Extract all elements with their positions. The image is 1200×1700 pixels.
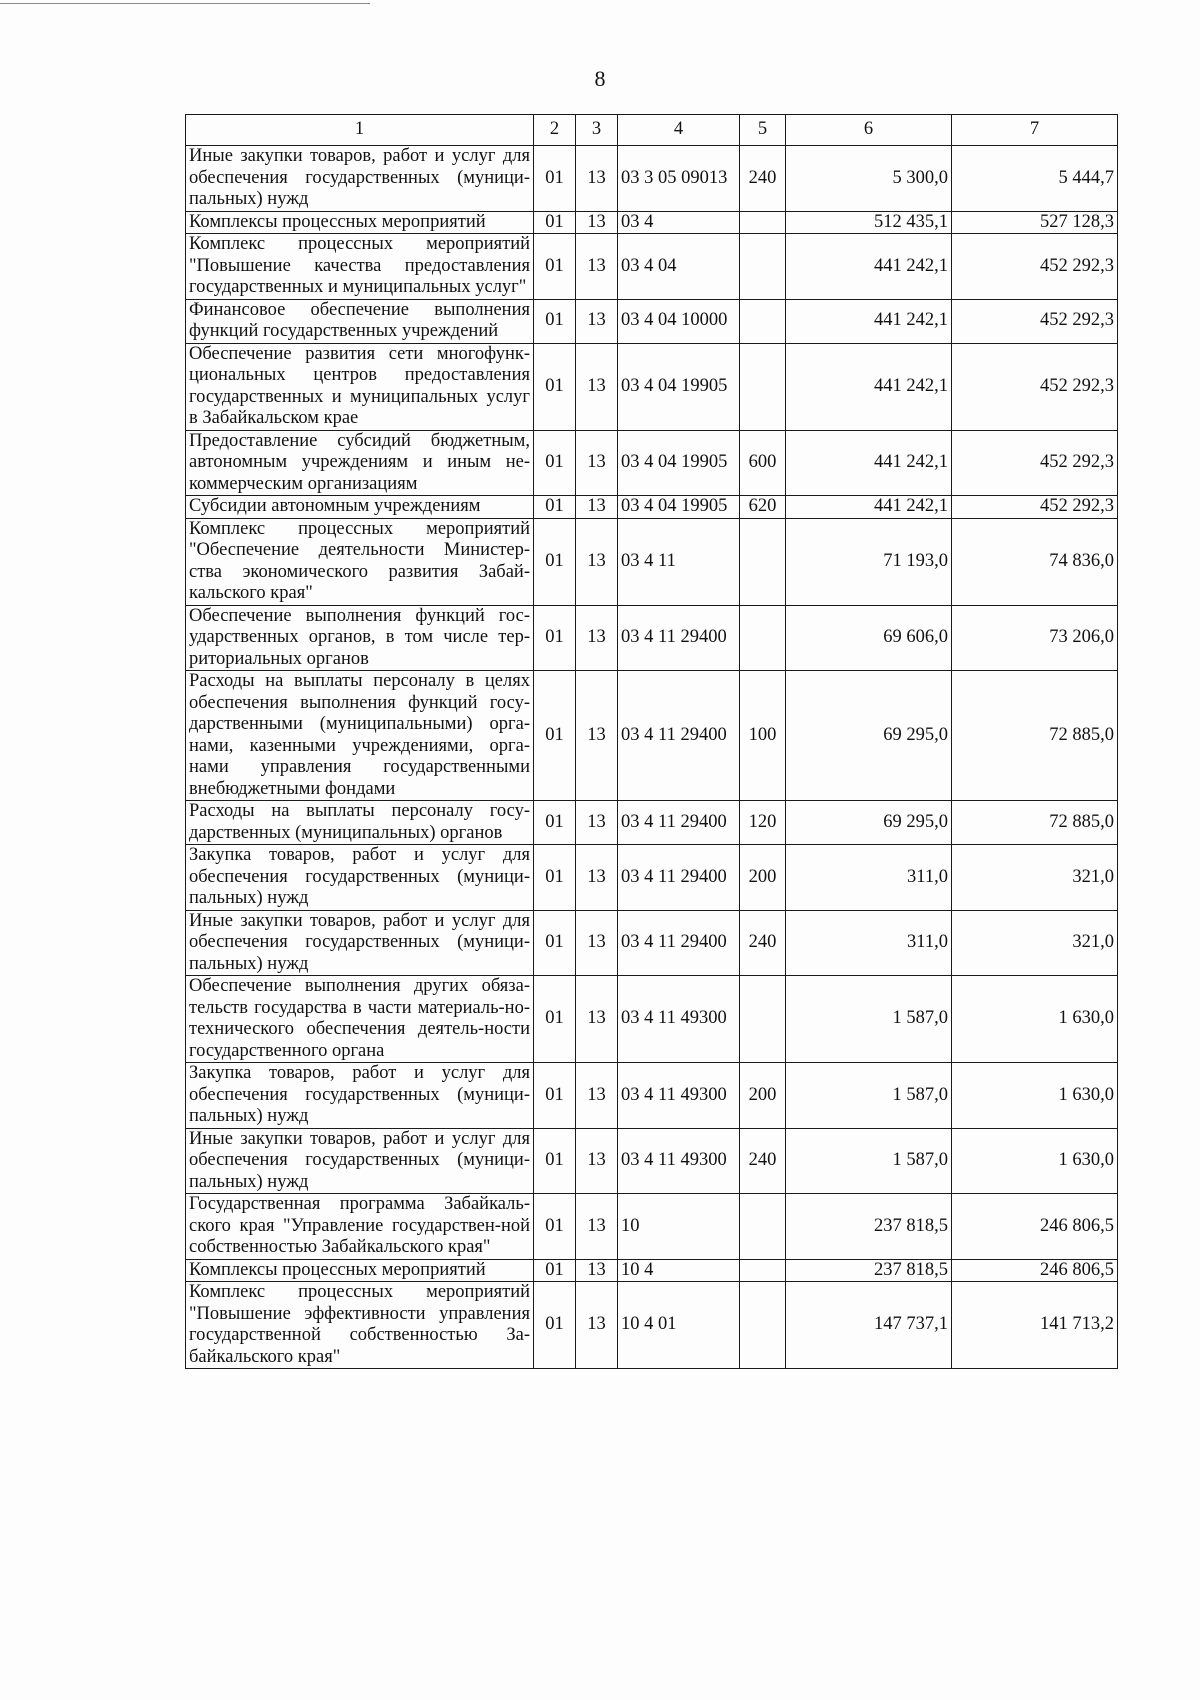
table-row <box>186 299 1118 343</box>
expense-type-code <box>740 234 786 300</box>
amount-year-1: 69 606,0 <box>786 605 952 671</box>
subsection-code: 13 <box>576 518 618 605</box>
subsection-code: 13 <box>576 910 618 976</box>
row-name: Комплексы процессных мероприятий <box>186 1259 534 1282</box>
subsection-code: 13 <box>576 299 618 343</box>
target-article-code: 03 4 04 19905 <box>618 343 740 430</box>
subsection-code: 13 <box>576 801 618 845</box>
section-code: 01 <box>534 910 576 976</box>
subsection-code: 13 <box>576 343 618 430</box>
expense-type-code <box>740 1259 786 1282</box>
table-row <box>186 845 1118 911</box>
section-code: 01 <box>534 976 576 1063</box>
amount-year-1: 1 587,0 <box>786 976 952 1063</box>
table-row <box>186 910 1118 976</box>
target-article-code: 03 3 05 09013 <box>618 146 740 212</box>
table-row <box>186 146 1118 212</box>
expense-type-code: 240 <box>740 910 786 976</box>
table-body <box>186 146 1118 1369</box>
table-row <box>186 343 1118 430</box>
amount-year-2: 452 292,3 <box>952 496 1118 519</box>
expense-type-code: 200 <box>740 845 786 911</box>
row-name: Закупка товаров, работ и услуг для обеспечения государственных (муници-пальных) нужд <box>186 845 534 911</box>
row-name: Комплекс процессных мероприятий "Повышение качества предоставления государственных и муниципальных услуг" <box>186 234 534 300</box>
table-row <box>186 976 1118 1063</box>
row-name: Обеспечение выполнения других обяза-тельств государства в части материаль-но-технического обеспечения деятель-ности государственного органа <box>186 976 534 1063</box>
header-row <box>186 115 1118 146</box>
target-article-code: 10 4 <box>618 1259 740 1282</box>
expense-type-code <box>740 1282 786 1369</box>
expense-type-code <box>740 343 786 430</box>
section-code: 01 <box>534 211 576 234</box>
amount-year-1: 69 295,0 <box>786 671 952 801</box>
row-name: Расходы на выплаты персоналу госу-дарственных (муниципальных) органов <box>186 801 534 845</box>
header-col-2: 2 <box>534 115 576 146</box>
amount-year-2: 1 630,0 <box>952 1063 1118 1129</box>
subsection-code: 13 <box>576 845 618 911</box>
row-name: Расходы на выплаты персоналу в целях обеспечения выполнения функций госу-дарственными (муниципальными) орга-нами, казенными учреждениями, орга-нами управления государственными внебюджетными фондами <box>186 671 534 801</box>
amount-year-1: 441 242,1 <box>786 430 952 496</box>
header-col-6: 6 <box>786 115 952 146</box>
section-code: 01 <box>534 1259 576 1282</box>
expense-type-code <box>740 518 786 605</box>
table-row <box>186 1282 1118 1369</box>
amount-year-2: 321,0 <box>952 910 1118 976</box>
row-name: Закупка товаров, работ и услуг для обеспечения государственных (муници-пальных) нужд <box>186 1063 534 1129</box>
amount-year-1: 441 242,1 <box>786 343 952 430</box>
section-code: 01 <box>534 1063 576 1129</box>
amount-year-1: 441 242,1 <box>786 496 952 519</box>
table-row <box>186 234 1118 300</box>
amount-year-1: 237 818,5 <box>786 1259 952 1282</box>
expense-type-code: 620 <box>740 496 786 519</box>
subsection-code: 13 <box>576 234 618 300</box>
amount-year-2: 321,0 <box>952 845 1118 911</box>
amount-year-1: 71 193,0 <box>786 518 952 605</box>
amount-year-2: 246 806,5 <box>952 1259 1118 1282</box>
target-article-code: 03 4 <box>618 211 740 234</box>
expense-type-code <box>740 299 786 343</box>
section-code: 01 <box>534 605 576 671</box>
section-code: 01 <box>534 1282 576 1369</box>
section-code: 01 <box>534 146 576 212</box>
amount-year-2: 527 128,3 <box>952 211 1118 234</box>
subsection-code: 13 <box>576 605 618 671</box>
amount-year-1: 512 435,1 <box>786 211 952 234</box>
amount-year-1: 441 242,1 <box>786 234 952 300</box>
row-name: Государственная программа Забайкаль-ского края "Управление государствен-ной собственностью Забайкальского края" <box>186 1194 534 1260</box>
subsection-code: 13 <box>576 1128 618 1194</box>
amount-year-1: 1 587,0 <box>786 1128 952 1194</box>
target-article-code: 03 4 11 29400 <box>618 910 740 976</box>
target-article-code: 03 4 04 19905 <box>618 430 740 496</box>
section-code: 01 <box>534 496 576 519</box>
table-row <box>186 1063 1118 1129</box>
subsection-code: 13 <box>576 496 618 519</box>
table-row <box>186 211 1118 234</box>
target-article-code: 03 4 11 29400 <box>618 605 740 671</box>
target-article-code: 03 4 11 29400 <box>618 801 740 845</box>
row-name: Финансовое обеспечение выполнения функций государственных учреждений <box>186 299 534 343</box>
target-article-code: 03 4 11 <box>618 518 740 605</box>
expense-type-code <box>740 605 786 671</box>
amount-year-1: 1 587,0 <box>786 1063 952 1129</box>
row-name: Иные закупки товаров, работ и услуг для обеспечения государственных (муници-пальных) нужд <box>186 146 534 212</box>
table-row <box>186 518 1118 605</box>
amount-year-2: 72 885,0 <box>952 671 1118 801</box>
subsection-code: 13 <box>576 430 618 496</box>
amount-year-1: 311,0 <box>786 910 952 976</box>
section-code: 01 <box>534 671 576 801</box>
section-code: 01 <box>534 1128 576 1194</box>
subsection-code: 13 <box>576 146 618 212</box>
row-name: Иные закупки товаров, работ и услуг для обеспечения государственных (муници-пальных) нужд <box>186 910 534 976</box>
subsection-code: 13 <box>576 976 618 1063</box>
header-col-3: 3 <box>576 115 618 146</box>
page-number: 8 <box>594 66 606 91</box>
section-code: 01 <box>534 845 576 911</box>
subsection-code: 13 <box>576 1259 618 1282</box>
header-col-1: 1 <box>186 115 534 146</box>
header-col-5: 5 <box>740 115 786 146</box>
row-name: Обеспечение развития сети многофунк-циональных центров предоставления государственных и муниципальных услуг в Забайкальском крае <box>186 343 534 430</box>
target-article-code: 03 4 11 29400 <box>618 845 740 911</box>
target-article-code: 03 4 11 29400 <box>618 671 740 801</box>
amount-year-1: 147 737,1 <box>786 1282 952 1369</box>
expense-type-code: 100 <box>740 671 786 801</box>
target-article-code: 03 4 04 <box>618 234 740 300</box>
expense-type-code: 120 <box>740 801 786 845</box>
table-row <box>186 1259 1118 1282</box>
subsection-code: 13 <box>576 1194 618 1260</box>
expense-type-code: 200 <box>740 1063 786 1129</box>
header-col-4: 4 <box>618 115 740 146</box>
target-article-code: 03 4 11 49300 <box>618 1063 740 1129</box>
amount-year-2: 1 630,0 <box>952 1128 1118 1194</box>
target-article-code: 03 4 04 10000 <box>618 299 740 343</box>
amount-year-2: 73 206,0 <box>952 605 1118 671</box>
table-row <box>186 1128 1118 1194</box>
amount-year-2: 452 292,3 <box>952 343 1118 430</box>
row-name: Субсидии автономным учреждениям <box>186 496 534 519</box>
amount-year-1: 441 242,1 <box>786 299 952 343</box>
amount-year-2: 452 292,3 <box>952 234 1118 300</box>
row-name: Обеспечение выполнения функций гос-ударственных органов, в том числе тер-риториальных органов <box>186 605 534 671</box>
amount-year-1: 69 295,0 <box>786 801 952 845</box>
table-row <box>186 801 1118 845</box>
expense-type-code: 600 <box>740 430 786 496</box>
section-code: 01 <box>534 343 576 430</box>
amount-year-2: 1 630,0 <box>952 976 1118 1063</box>
table-row <box>186 1194 1118 1260</box>
section-code: 01 <box>534 430 576 496</box>
amount-year-2: 5 444,7 <box>952 146 1118 212</box>
section-code: 01 <box>534 801 576 845</box>
amount-year-2: 141 713,2 <box>952 1282 1118 1369</box>
expense-type-code <box>740 976 786 1063</box>
target-article-code: 03 4 11 49300 <box>618 1128 740 1194</box>
row-name: Комплексы процессных мероприятий <box>186 211 534 234</box>
row-name: Комплекс процессных мероприятий "Повышение эффективности управления государственной собственностью За-байкальского края" <box>186 1282 534 1369</box>
budget-table <box>185 114 1118 1369</box>
scan-edge-line <box>0 3 370 4</box>
expense-type-code <box>740 1194 786 1260</box>
target-article-code: 10 4 01 <box>618 1282 740 1369</box>
expense-type-code: 240 <box>740 146 786 212</box>
subsection-code: 13 <box>576 211 618 234</box>
expense-type-code <box>740 211 786 234</box>
amount-year-2: 452 292,3 <box>952 430 1118 496</box>
amount-year-2: 452 292,3 <box>952 299 1118 343</box>
row-name: Комплекс процессных мероприятий "Обеспечение деятельности Министер-ства экономического развития Забай-кальского края" <box>186 518 534 605</box>
amount-year-2: 246 806,5 <box>952 1194 1118 1260</box>
amount-year-1: 311,0 <box>786 845 952 911</box>
target-article-code: 10 <box>618 1194 740 1260</box>
target-article-code: 03 4 11 49300 <box>618 976 740 1063</box>
header-col-7: 7 <box>952 115 1118 146</box>
expense-type-code: 240 <box>740 1128 786 1194</box>
amount-year-1: 237 818,5 <box>786 1194 952 1260</box>
subsection-code: 13 <box>576 1063 618 1129</box>
subsection-code: 13 <box>576 671 618 801</box>
table-row <box>186 605 1118 671</box>
section-code: 01 <box>534 1194 576 1260</box>
table-row <box>186 430 1118 496</box>
amount-year-2: 74 836,0 <box>952 518 1118 605</box>
section-code: 01 <box>534 518 576 605</box>
row-name: Иные закупки товаров, работ и услуг для обеспечения государственных (муници-пальных) нужд <box>186 1128 534 1194</box>
target-article-code: 03 4 04 19905 <box>618 496 740 519</box>
section-code: 01 <box>534 234 576 300</box>
amount-year-1: 5 300,0 <box>786 146 952 212</box>
amount-year-2: 72 885,0 <box>952 801 1118 845</box>
row-name: Предоставление субсидий бюджетным, автономным учреждениям и иным не-коммерческим организациям <box>186 430 534 496</box>
table-row <box>186 671 1118 801</box>
table-row <box>186 496 1118 519</box>
subsection-code: 13 <box>576 1282 618 1369</box>
section-code: 01 <box>534 299 576 343</box>
